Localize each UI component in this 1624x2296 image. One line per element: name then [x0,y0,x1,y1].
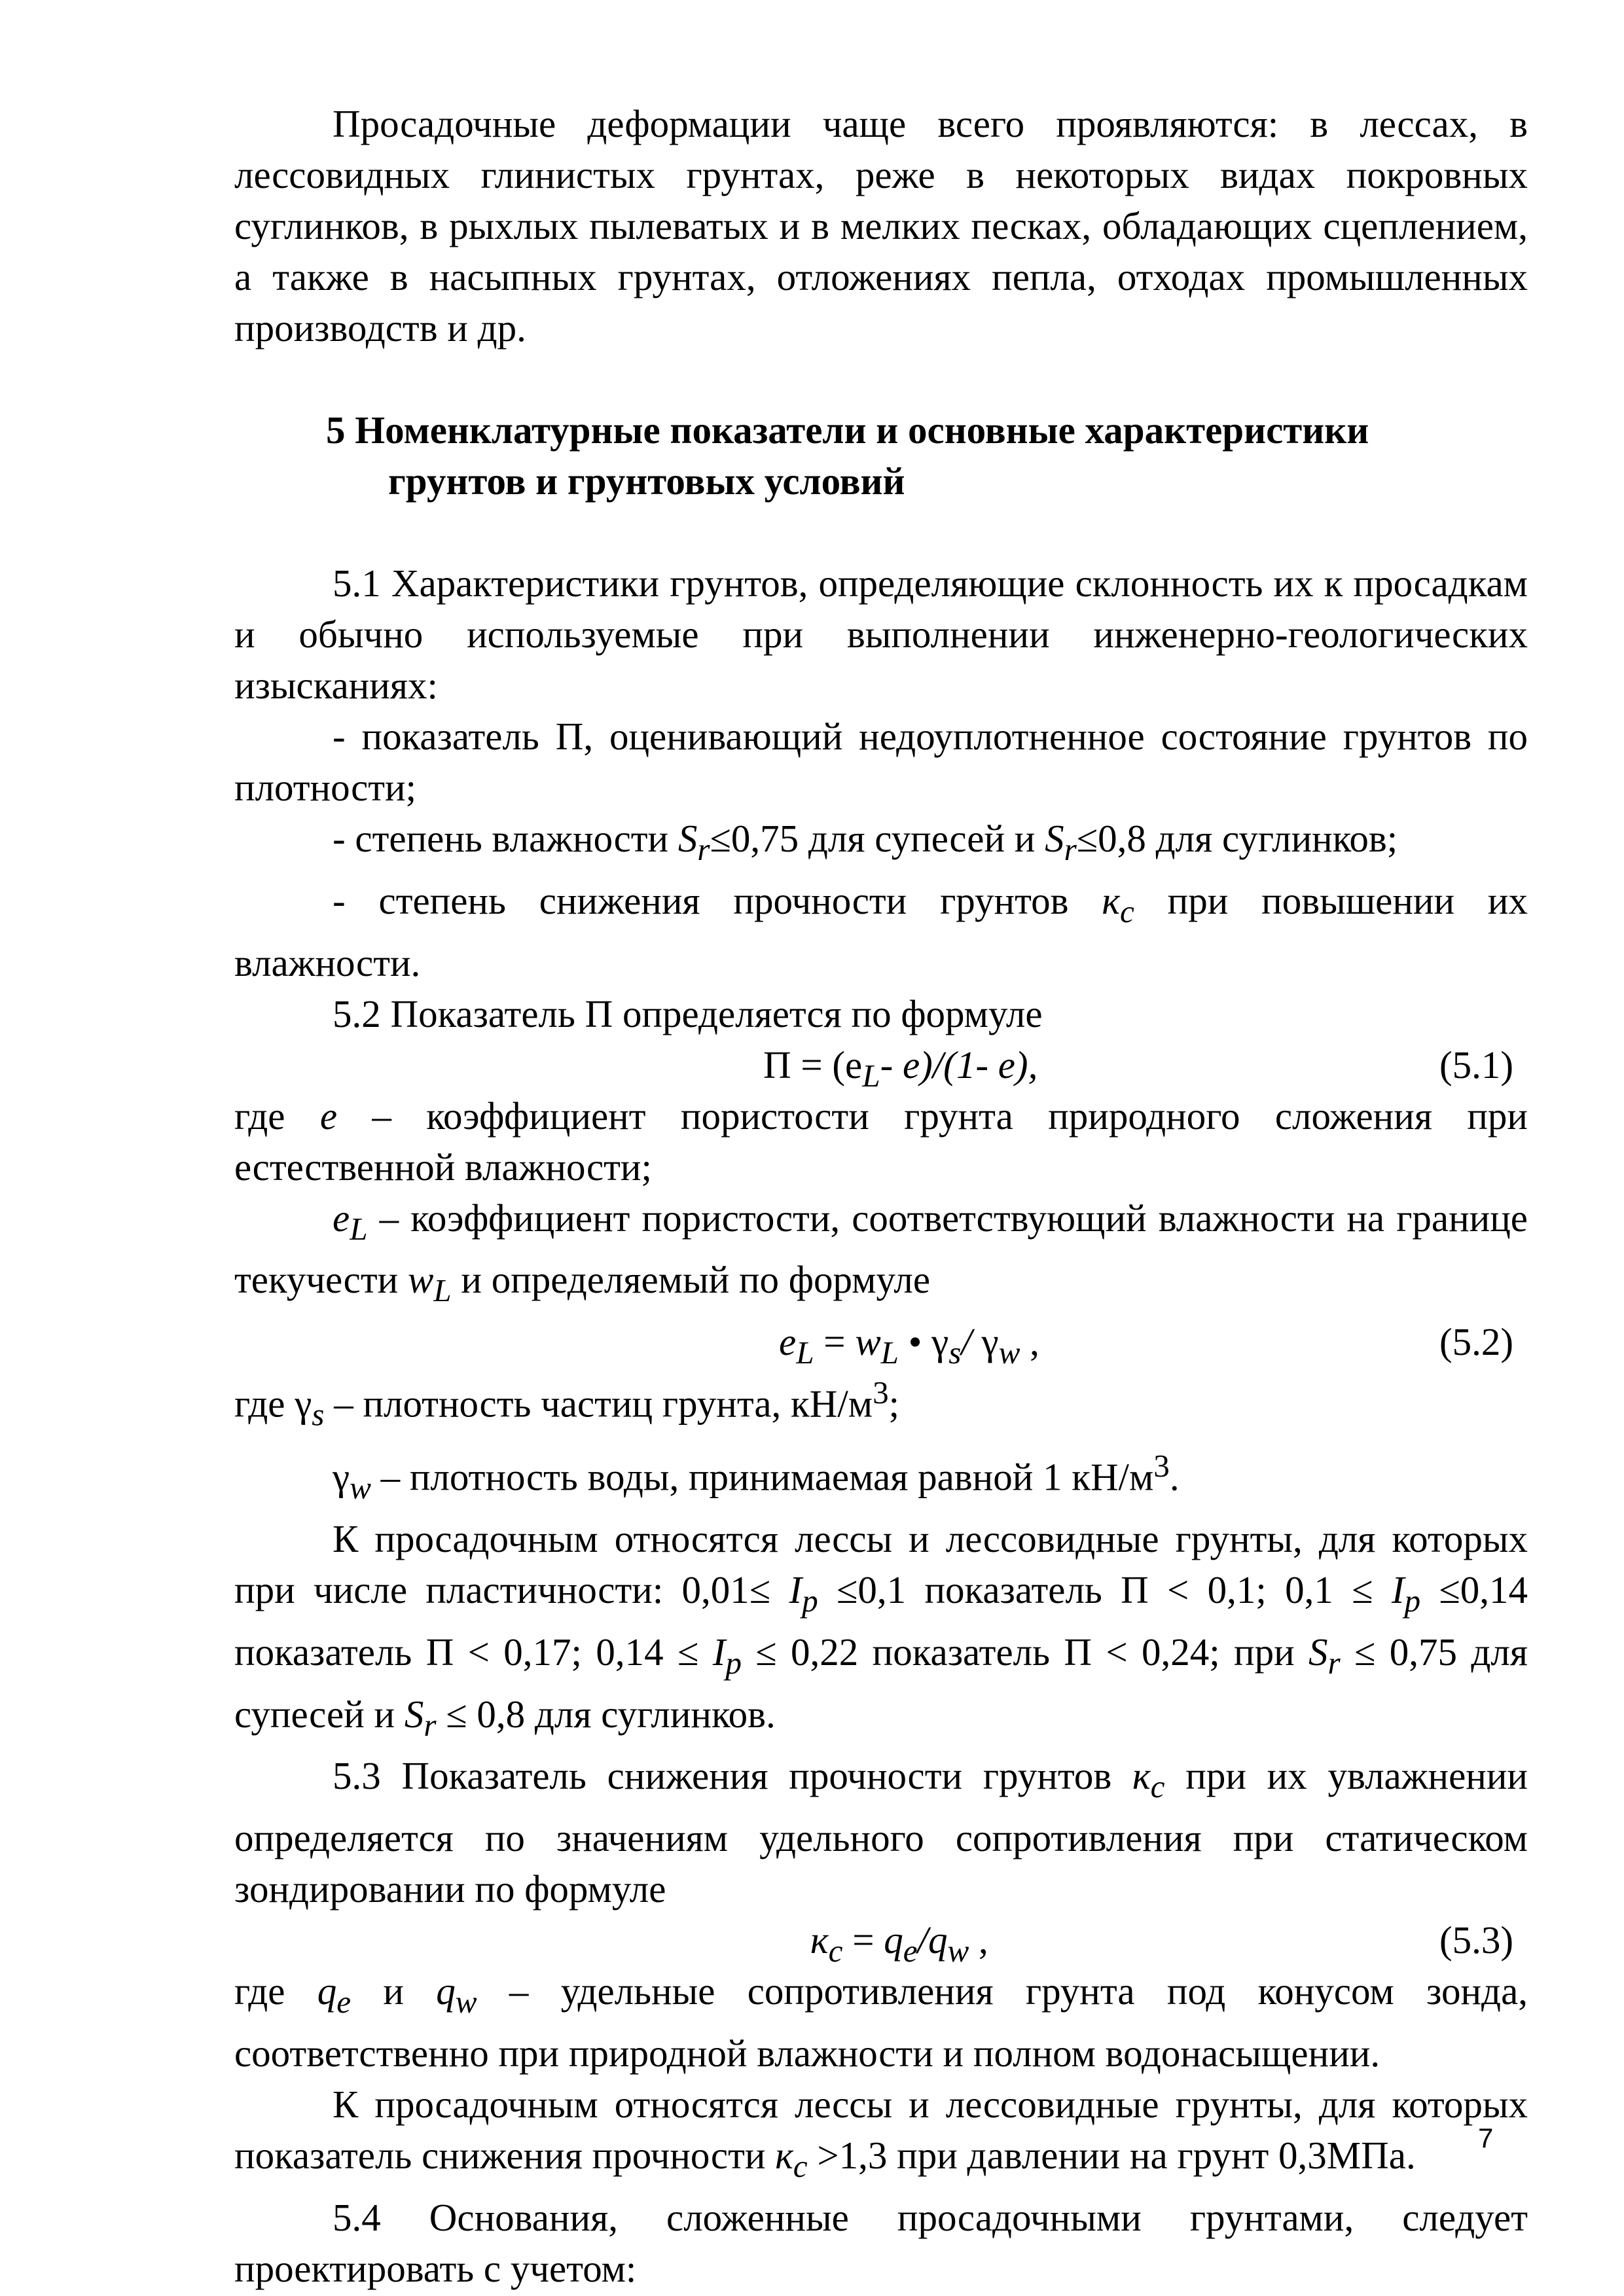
where-q-definition: где $q_e$ и $q_w$ – удельные сопротивления грунта под конусом зонда, соответственно при природной влажности и полном водонасыщении. [234,1969,1528,2075]
section-heading-line-2: грунтов и грунтовых условий [388,459,905,503]
bullet-strength-reduction: - степень снижения прочности грунтов $к_c$ при повышении их влажности. [234,878,1528,984]
formula-5-2-number: (5.2) [1439,1320,1513,1364]
gamma-w-definition: $\gamma_w$ – плотность воды, принимаемая равной 1 $кН/м^3$. [333,1447,1180,1506]
formula-5-3: $к_c = q_e/q_w$ , (5.3) [234,1914,1528,1965]
bullet-indicator-p: - показатель П, оценивающий недоуплотненное состояние грунтов по плотности; [234,715,1528,809]
paragraph-5-3: 5.3 Показатель снижения прочности грунтов $к_c$ при их увлажнении определяется по значениям удельного сопротивления при статическом зондировании по формуле [234,1754,1528,1911]
page-number: 7 [1478,2123,1494,2153]
formula-5-1-number: (5.1) [1439,1043,1513,1086]
formula-5-2: $e_L = w_L$ • $\gamma_s/$ $\gamma_w$ , (5.2) [234,1316,1528,1367]
paragraph-5-4: 5.4 Основания, сложенные просадочными грунтами, следует проектировать с учетом: [234,2195,1528,2290]
subsidence-strength-paragraph: К просадочным относятся лессы и лессовидные грунты, для которых показатель снижения прочности $к_c >1,3$ при давлении на грунт 0,3МПа. [234,2083,1528,2184]
formula-5-1: $П = (e_L-$ e)/(1- e), (5.1) [234,1039,1528,1090]
paragraph-5-1: 5.1 Характеристики грунтов, определяющие склонность их к просадкам и обычно используемые при выполнении инженерно-геологических изысканиях: [234,562,1528,707]
formula-5-3-number: (5.3) [1439,1918,1513,1962]
subsidence-criteria-paragraph: К просадочным относятся лессы и лессовидные грунты, для которых при числе пластичности: $0,01\le I_p \le 0,1$ показатель П < 0,1; $0,1 \le I_p \le 0,14$ показатель П < 0,17; $0,14 \le I_p \le 0,22$ показатель П < 0,24; при $S_r \le 0,75$ для супесей и $S_r \le 0,8$ для суглинков. [234,1517,1528,1743]
bullet-degree-moisture: - степень влажности $S_r\le 0,75$ для супесей и $S_r\le 0,8$ для суглинков; [333,817,1398,867]
where-e-definition: где e – коэффициент пористости грунта природного сложения при естественной влажности; [234,1094,1528,1189]
intro-paragraph: Просадочные деформации чаще всего проявляются: в лессах, в лессовидных глинистых грунтах, реже в некоторых видах покровных суглинков, в рыхлых пылеватых и в мелких песках, обладающих сцеплением, а также в насыпных грунтах, отложениях пепла, отходах промышленных производств и др. [234,102,1528,350]
section-heading-line-1: 5 Номенклатурные показатели и основные характеристики [326,408,1369,452]
eL-definition: $e_L$ – коэффициент пористости, соответствующий влажности на границе текучести $w_L$ и определяемый по формуле [234,1196,1528,1309]
text-column [234,98,1528,2294]
paragraph-5-2: 5.2 Показатель П определяется по формуле [333,992,1043,1035]
where-gamma-s: где $\gamma_s$ – плотность частиц грунта, $кН/м^3$; [234,1374,900,1433]
